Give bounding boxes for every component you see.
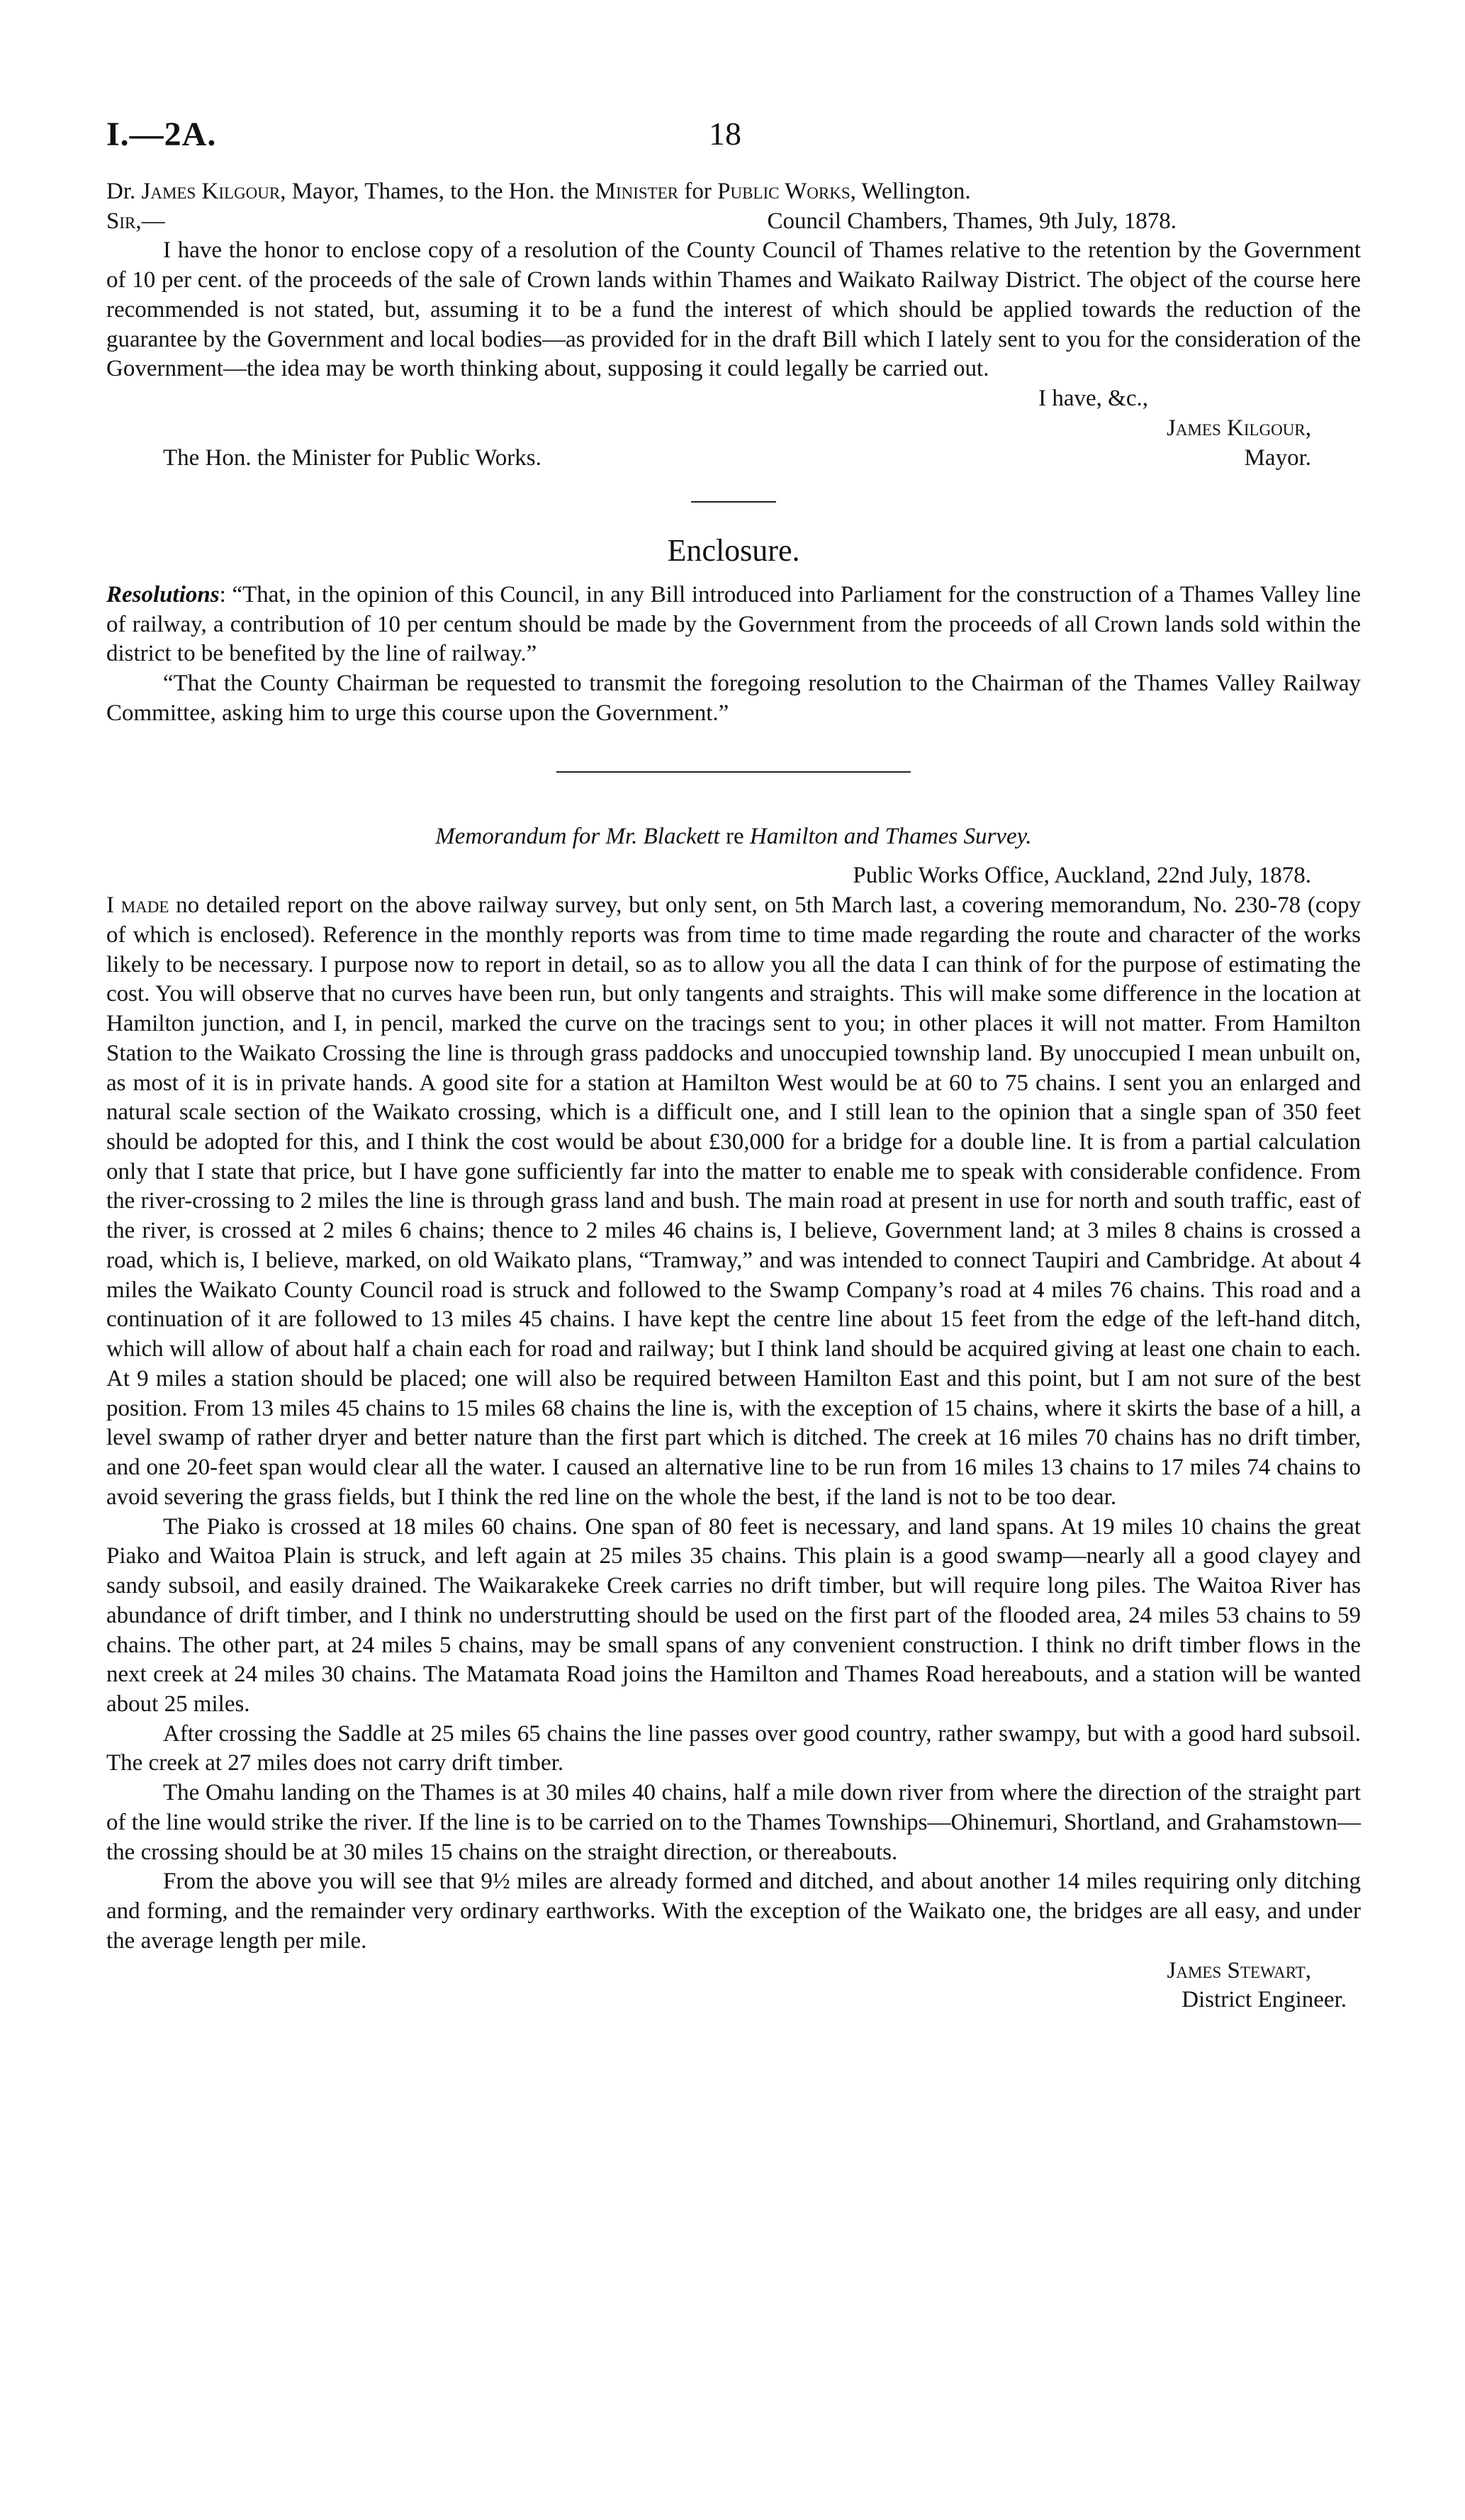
letter-body: I have the honor to enclose copy of a resolution of the County Council of Thames relative to the retention by the Government of 10 per cent. of the proceeds of the sale of Crown lands within Thames and Waikato Railway District. The object of the course here recommended is not stated, but, assuming it to be a fund the interest of which should be applied towards the reduction of the guarantee by the Government and local bodies—as provided for in the draft Bill which I lately sent to you for the consideration of the Government—the idea may be worth thinking about, supposing it could legally be carried out. (106, 237, 1361, 382)
memo-paragraph-2: The Piako is crossed at 18 miles 60 chains. One span of 80 feet is necessary, and land spans. At 19 miles 10 chains the great Piako and Waitoa Plain is struck, and left again at 25 miles 35 chains. This plain is a good swamp—nearly all a good clayey and sandy subsoil, and easily drained. The Waikarakeke Creek carries no drift timber, but will require long piles. The Waitoa River has abundance of drift timber, and I think no understrutting should be used on the first part of the flooded area, 24 miles 53 chains to 59 chains. The other part, at 24 miles 5 chains, may be small spans of any convenient construction. I think no drift timber flows in the next creek at 24 miles 30 chains. The Matamata Road joins the Hamilton and Thames Road hereabouts, and a station will be wanted about 25 miles. (106, 1513, 1361, 1717)
memo-paragraph-4: The Omahu landing on the Thames is at 30 miles 40 chains, half a mile down river from where the direction of the straight part of the line would strike the river. If the line is to be carried on to the Thames Townships—Ohinemuri, Shortland, and Grahamstown—the crossing should be at 30 miles 15 chains on the straight direction, or thereabouts. (106, 1780, 1361, 1865)
letter-closing: I have, &c., (1038, 386, 1148, 412)
memo-signatory: James Stewart, (1167, 1957, 1311, 1983)
resolution-2: “That the County Chairman be requested to transmit the foregoing resolution to the Chairman of the Thames Valley Railway Committee, asking him to urge this course upon the Government.” (106, 671, 1361, 726)
memo-paragraph-3: After crossing the Saddle at 25 miles 65 chains the line passes over good country, rather swampy, but with a good hard subsoil. The creek at 27 miles does not carry drift timber. (106, 1720, 1361, 1776)
letter-place-date: Council Chambers, Thames, 9th July, 1878. (767, 208, 1177, 234)
memo-signature (106, 1956, 1361, 2015)
memo-paragraph-1: I made no detailed report on the above railway survey, but only sent, on 5th March last, a covering memorandum, No. 230-78 (copy of which is enclosed). Reference in the monthly reports was from time to time made regarding the route and character of the works likely to be necessary. I purpose now to report in detail, so as to allow you all the data I can think of for the purpose of estimating the cost. You will observe that no curves have been run, but only tangents and straights. This will make some difference in the location at Hamilton junction, and I, in pencil, marked the curve on the tracings sent to you; in other places it will not matter. From Hamilton Station to the Waikato Crossing the line is through grass paddocks and unoccupied township land. By unoccupied I mean unbuilt on, as most of it is in private hands. A good site for a station at Hamilton West would be at 60 to 75 chains. I sent you an enlarged and natural scale section of the Waikato crossing, which is a difficult one, and I still lean to the opinion that a single span of 350 feet should be adopted for this, and I think the cost would be about £30,000 for a bridge for a double line. It is from a partial calculation only that I state that price, but I have gone sufficiently far into the matter to enable me to speak with considerable confidence. From the river-crossing to 2 miles the line is through grass land and bush. The main road at present in use for north and south traffic, east of the river, is crossed at 2 miles 6 chains; thence to 2 miles 46 chains is, I believe, Government land; at 3 miles 8 chains is crossed a road, which is, I believe, marked, on old Waikato plans, “Tramway,” and was intended to connect Taupiri and Cambridge. At about 4 miles the Waikato County Council road is struck and followed to the Swamp Company’s road at 4 miles 76 chains. This road and a continuation of it are followed to 13 miles 45 chains. I have kept the centre line about 15 feet from the edge of the left-hand ditch, which will allow of about half a chain each for road and railway; but I think land should be acquired giving at least one chain to each. At 9 miles a station should be placed; one will also be required between Hamilton East and this point, but I am not sure of the best position. From 13 miles 45 chains to 15 miles 68 chains the line is, with the exception of 15 chains, where it skirts the base of a hill, a level swamp of rather dryer and better nature than the first part which is ditched. The creek at 16 miles 70 chains has no drift timber, and one 20-feet span would clear all the water. I caused an alternative line to be run from 16 miles 13 chains to 17 miles 74 chains to avoid severing the grass fields, but I think the red line on the whole the best, if the land is not to be too dear. (106, 892, 1361, 1510)
letter-heading: Dr. James Kilgour, Mayor, Thames, to the Hon. the Minister for Public Works, Wellington. (106, 179, 971, 204)
memo-signatory-title: District Engineer. (1181, 1987, 1347, 2013)
section-divider-long (556, 771, 911, 773)
letter-salutation-row (106, 207, 1361, 237)
letter-addressee: The Hon. the Minister for Public Works. (163, 444, 541, 471)
memo-place-date: Public Works Office, Auckland, 22nd July, 1878. (853, 863, 1311, 889)
memo-title: Memorandum for Mr. Blackett re Hamilton and Thames Survey. (435, 823, 1032, 849)
letter-footer-row (106, 444, 1361, 474)
letter (106, 177, 1361, 473)
resolution-1: Resolutions: “That, in the opinion of this Council, in any Bill introduced into Parliament for the construction of a Thames Valley line of railway, a contribution of 10 per centum should be made by the Government from the proceeds of all Crown lands sold within the district to be benefited by the line of railway.” (106, 582, 1361, 667)
document-page (106, 113, 1361, 2015)
salutation: Sir,— (106, 208, 165, 234)
document-reference: I.—2A. (106, 116, 217, 153)
letter-signatory-title: Mayor. (1244, 444, 1311, 471)
letter-signatory: James Kilgour, (1167, 415, 1311, 441)
page-header (106, 113, 1361, 177)
enclosure (106, 531, 1361, 728)
page-number: 18 (709, 116, 741, 152)
section-divider (691, 501, 776, 503)
enclosure-heading: Enclosure. (667, 533, 800, 569)
memorandum (106, 822, 1361, 2015)
memo-paragraph-5: From the above you will see that 9½ miles are already formed and ditched, and about another 14 miles requiring only ditching and forming, and the remainder very ordinary earthworks. With the exception of the Waikato one, the bridges are all easy, and under the average length per mile. (106, 1869, 1361, 1954)
